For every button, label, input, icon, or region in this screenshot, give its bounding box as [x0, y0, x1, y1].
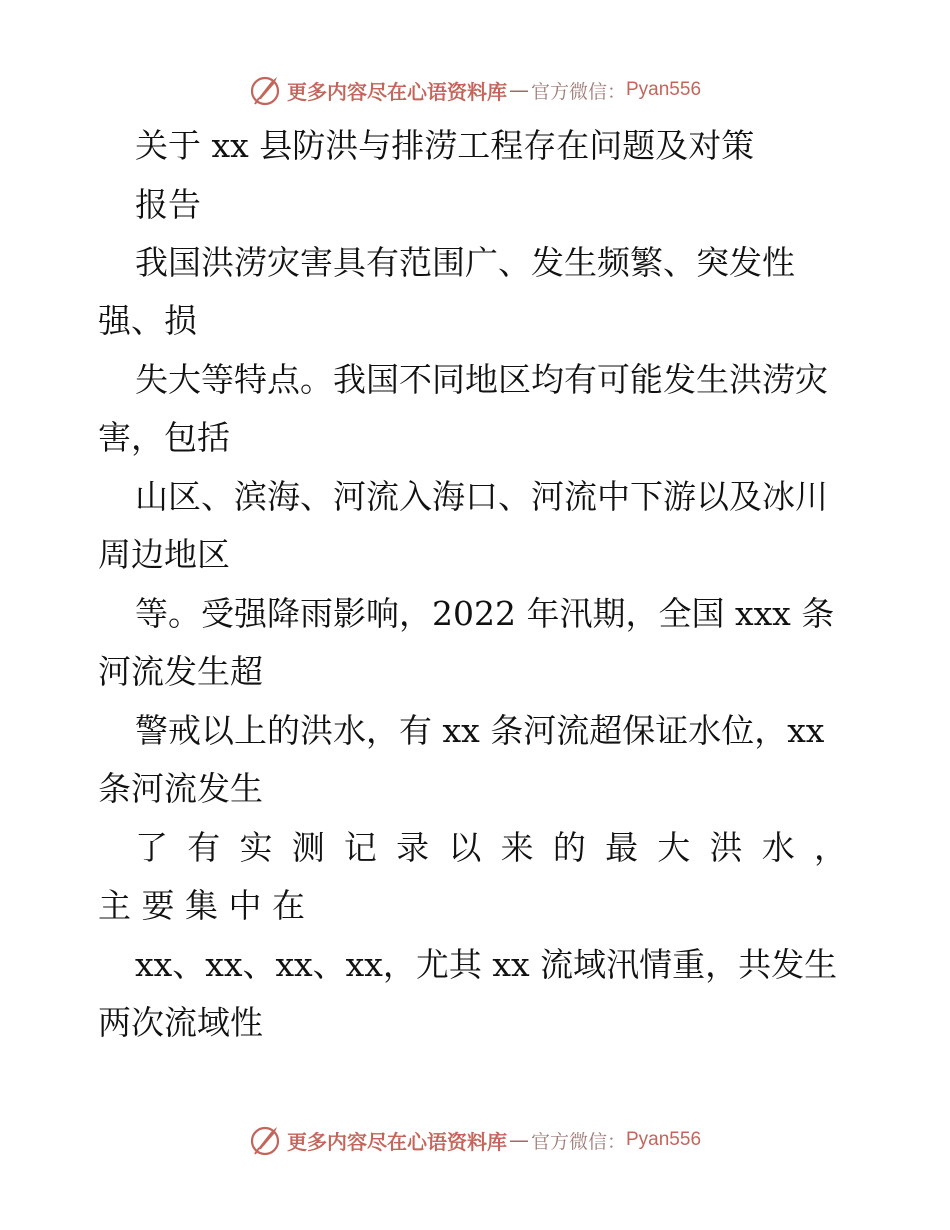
banner-wechat-id: Pyan556: [626, 1129, 702, 1150]
banner-site-text: 更多内容尽在心语资料库: [286, 1129, 507, 1154]
footer-banner: [0, 1120, 950, 1160]
doc-line: 报告: [135, 185, 201, 224]
doc-line: 强、损: [98, 301, 197, 340]
doc-line: 主 要 集 中 在: [98, 886, 305, 925]
doc-line: 山区、滨海、河流入海口、河流中下游以及冰川: [135, 477, 828, 516]
banner-wechat-id: Pyan556: [626, 79, 702, 100]
doc-line: 条河流发生: [98, 769, 263, 808]
banner-site-text: 更多内容尽在心语资料库: [286, 79, 507, 104]
banner-dash: —: [508, 78, 529, 102]
doc-line: 警戒以上的洪水，有 xx 条河流超保证水位，xx: [135, 711, 825, 750]
doc-line: 我国洪涝灾害具有范围广、发生频繁、突发性: [135, 243, 795, 282]
banner-dash: —: [508, 1128, 529, 1152]
doc-line: 河流发生超: [98, 652, 263, 691]
quill-pen-logo-icon: [249, 1123, 283, 1157]
banner-wechat-label: 官方微信：: [530, 80, 626, 103]
doc-line: 失大等特点。我国不同地区均有可能发生洪涝灾: [135, 360, 828, 399]
doc-line: xx、xx、xx、xx，尤其 xx 流域汛情重，共发生: [135, 945, 838, 984]
doc-line: 等。受强降雨影响，2022 年汛期，全国 xxx 条: [135, 594, 835, 633]
doc-line: 了 有 实 测 记 录 以 来 的 最 大 洪 水 ，: [135, 828, 847, 867]
banner-wechat-label: 官方微信：: [530, 1130, 626, 1153]
doc-line: 害，包括: [98, 418, 230, 457]
doc-line: 两次流域性: [98, 1003, 263, 1042]
doc-line: 周边地区: [98, 535, 230, 574]
doc-line: 关于 xx 县防洪与排涝工程存在问题及对策: [135, 126, 755, 165]
